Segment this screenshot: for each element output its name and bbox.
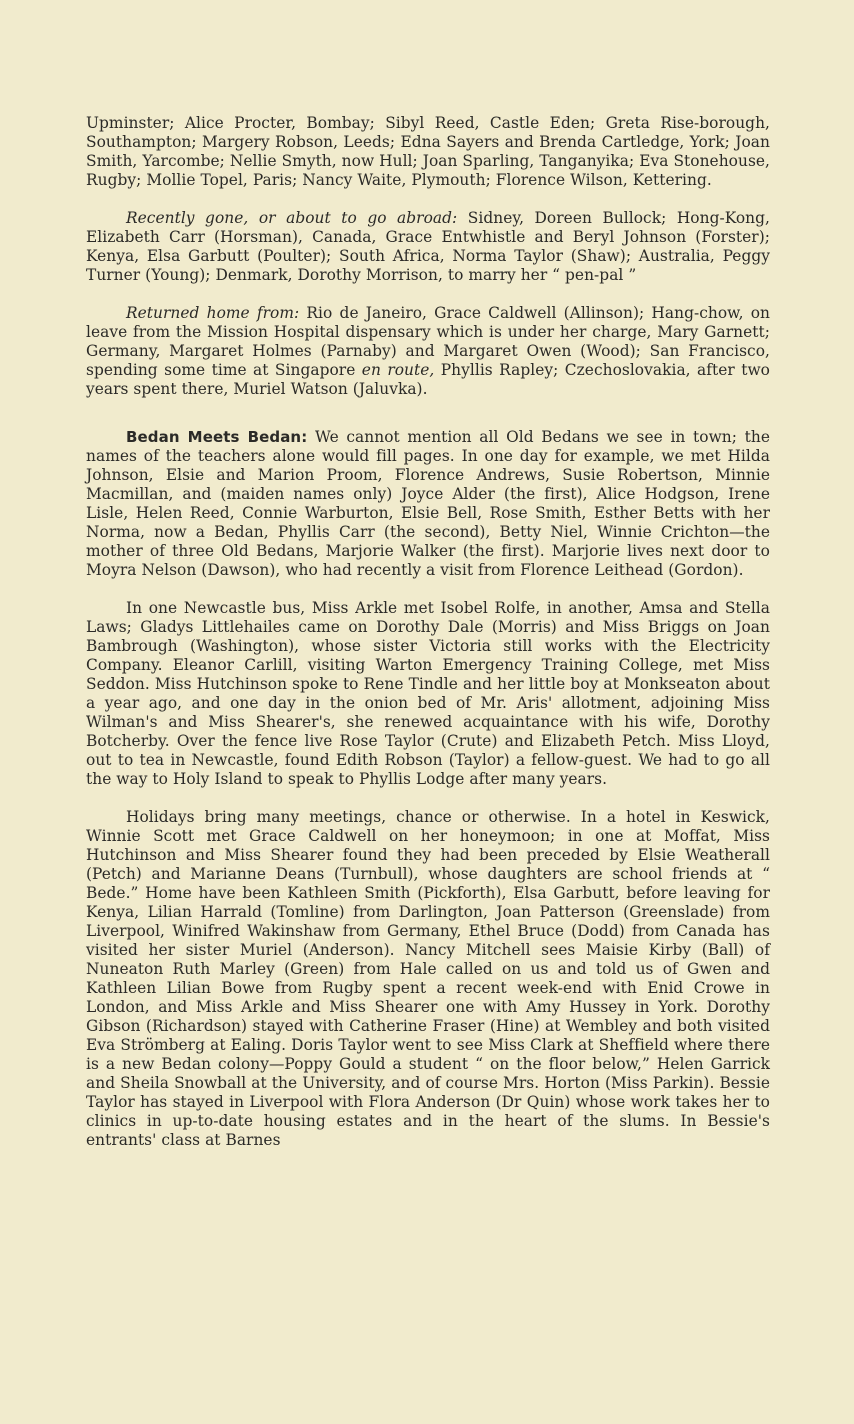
paragraph-text: Sidney, Doreen Bullock; Hong-Kong, Elizabeth Carr (Horsman), Canada, Grace Entwhistle and Beryl Johnson (Forster); Kenya, Elsa Garbutt (Poulter); South Africa, Norma Taylor (Shaw); Australia, Peggy Turner (Young); Denmark, Dorothy Morrison, to marry her “ pen-pal ” <box>86 209 770 284</box>
paragraph-text: Upminster; Alice Procter, Bombay; Sibyl Reed, Castle Eden; Greta Rise-borough, Southampton; Margery Robson, Leeds; Edna Sayers and Brenda Cartledge, York; Joan Smith, Yarcombe; Nellie Smyth, now Hull; Joan Sparling, Tanganyika; Eva Stonehouse, Rugby; Mollie Topel, Paris; Nancy Waite, Plymouth; Florence Wilson, Kettering. <box>86 114 770 189</box>
document-page <box>86 114 770 1150</box>
paragraph-holidays <box>86 808 770 1150</box>
paragraph-text: Phyllis Rapley; Czechoslovakia, after two years spent there, Muriel Watson (Jaluvka). <box>86 361 770 398</box>
paragraph-newcastle-bus <box>86 599 770 789</box>
paragraph-text: Holidays bring many meetings, chance or otherwise. In a hotel in Keswick, Winnie Scott met Grace Caldwell on her honeymoon; in one at Moffat, Miss Hutchinson and Miss Shearer found they had been preceded by Elsie Weatherall (Petch) and Marianne Deans (Turnbull), whose daughters are school friends at “ Bede.” Home have been Kathleen Smith (Pickforth), Elsa Garbutt, before leaving for Kenya, Lilian Harrald (Tomline) from Darlington, Joan Patterson (Greenslade) from Liverpool, Winifred Wakinshaw from Germany, Ethel Bruce (Dodd) from Canada has visited her sister Muriel (Anderson). Nancy Mitchell sees Maisie Kirby (Ball) of Nuneaton Ruth Marley (Green) from Hale called on us and told us of Gwen and Kathleen Lilian Bowe from Rugby spent a recent week-end with Enid Crowe in London, and Miss Arkle and Miss Shearer one with Amy Hussey in York. Dorothy Gibson (Richardson) stayed with Catherine Fraser (Hine) at Wembley and both visited Eva Strömberg at Ealing. Doris Taylor went to see Miss Clark at Sheffield where there is a new Bedan colony—Poppy Gould a student “ on the floor below,” Helen Garrick and Sheila Snowball at the University, and of course Mrs. Horton (Miss Parkin). Bessie Taylor has stayed in Liverpool with Flora Anderson (Dr Quin) whose work takes her to clinics in up-to-date housing estates and in the heart of the slums. In Bessie's entrants' class at Barnes <box>86 808 770 1149</box>
paragraph-lead: Recently gone, or about to go abroad: <box>126 209 458 227</box>
paragraph-recently-gone <box>86 209 770 285</box>
paragraph-text: Rio de Janeiro, Grace Caldwell (Allinson); Hang-chow, on leave from the Mission Hospital dispensary which is under her charge, Mary Garnett; Germany, Margaret Holmes (Parnaby) and Margaret Owen (Wood); San Francisco, spending some time at Singapore <box>86 304 770 379</box>
paragraph-returned-home <box>86 304 770 399</box>
paragraph-bedan-meets-bedan <box>86 428 770 580</box>
paragraph-upminster-list <box>86 114 770 190</box>
paragraph-lead: Returned home from: <box>126 304 300 322</box>
italic-phrase: en route, <box>361 361 435 379</box>
section-heading: Bedan Meets Bedan: <box>126 428 308 446</box>
paragraph-text: In one Newcastle bus, Miss Arkle met Isobel Rolfe, in another, Amsa and Stella Laws; Gladys Littlehailes came on Dorothy Dale (Morris) and Miss Briggs on Joan Bambrough (Washington), whose sister Victoria still works with the Electricity Company. Eleanor Carlill, visiting Warton Emergency Training College, met Miss Seddon. Miss Hutchinson spoke to Rene Tindle and her little boy at Monkseaton about a year ago, and one day in the onion bed of Mr. Aris' allotment, adjoining Miss Wilman's and Miss Shearer's, she renewed acquaintance with his wife, Dorothy Botcherby. Over the fence live Rose Taylor (Crute) and Elizabeth Petch. Miss Lloyd, out to tea in Newcastle, found Edith Robson (Taylor) a fellow-guest. We had to go all the way to Holy Island to speak to Phyllis Lodge after many years. <box>86 599 770 788</box>
paragraph-text: We cannot mention all Old Bedans we see in town; the names of the teachers alone would fill pages. In one day for example, we met Hilda Johnson, Elsie and Marion Proom, Florence Andrews, Susie Robertson, Minnie Macmillan, and (maiden names only) Joyce Alder (the first), Alice Hodgson, Irene Lisle, Helen Reed, Connie Warburton, Elsie Bell, Rose Smith, Esther Betts with her Norma, now a Bedan, Phyllis Carr (the second), Betty Niel, Winnie Crichton—the mother of three Old Bedans, Marjorie Walker (the first). Marjorie lives next door to Moyra Nelson (Dawson), who had recently a visit from Florence Leithead (Gordon). <box>86 428 770 579</box>
